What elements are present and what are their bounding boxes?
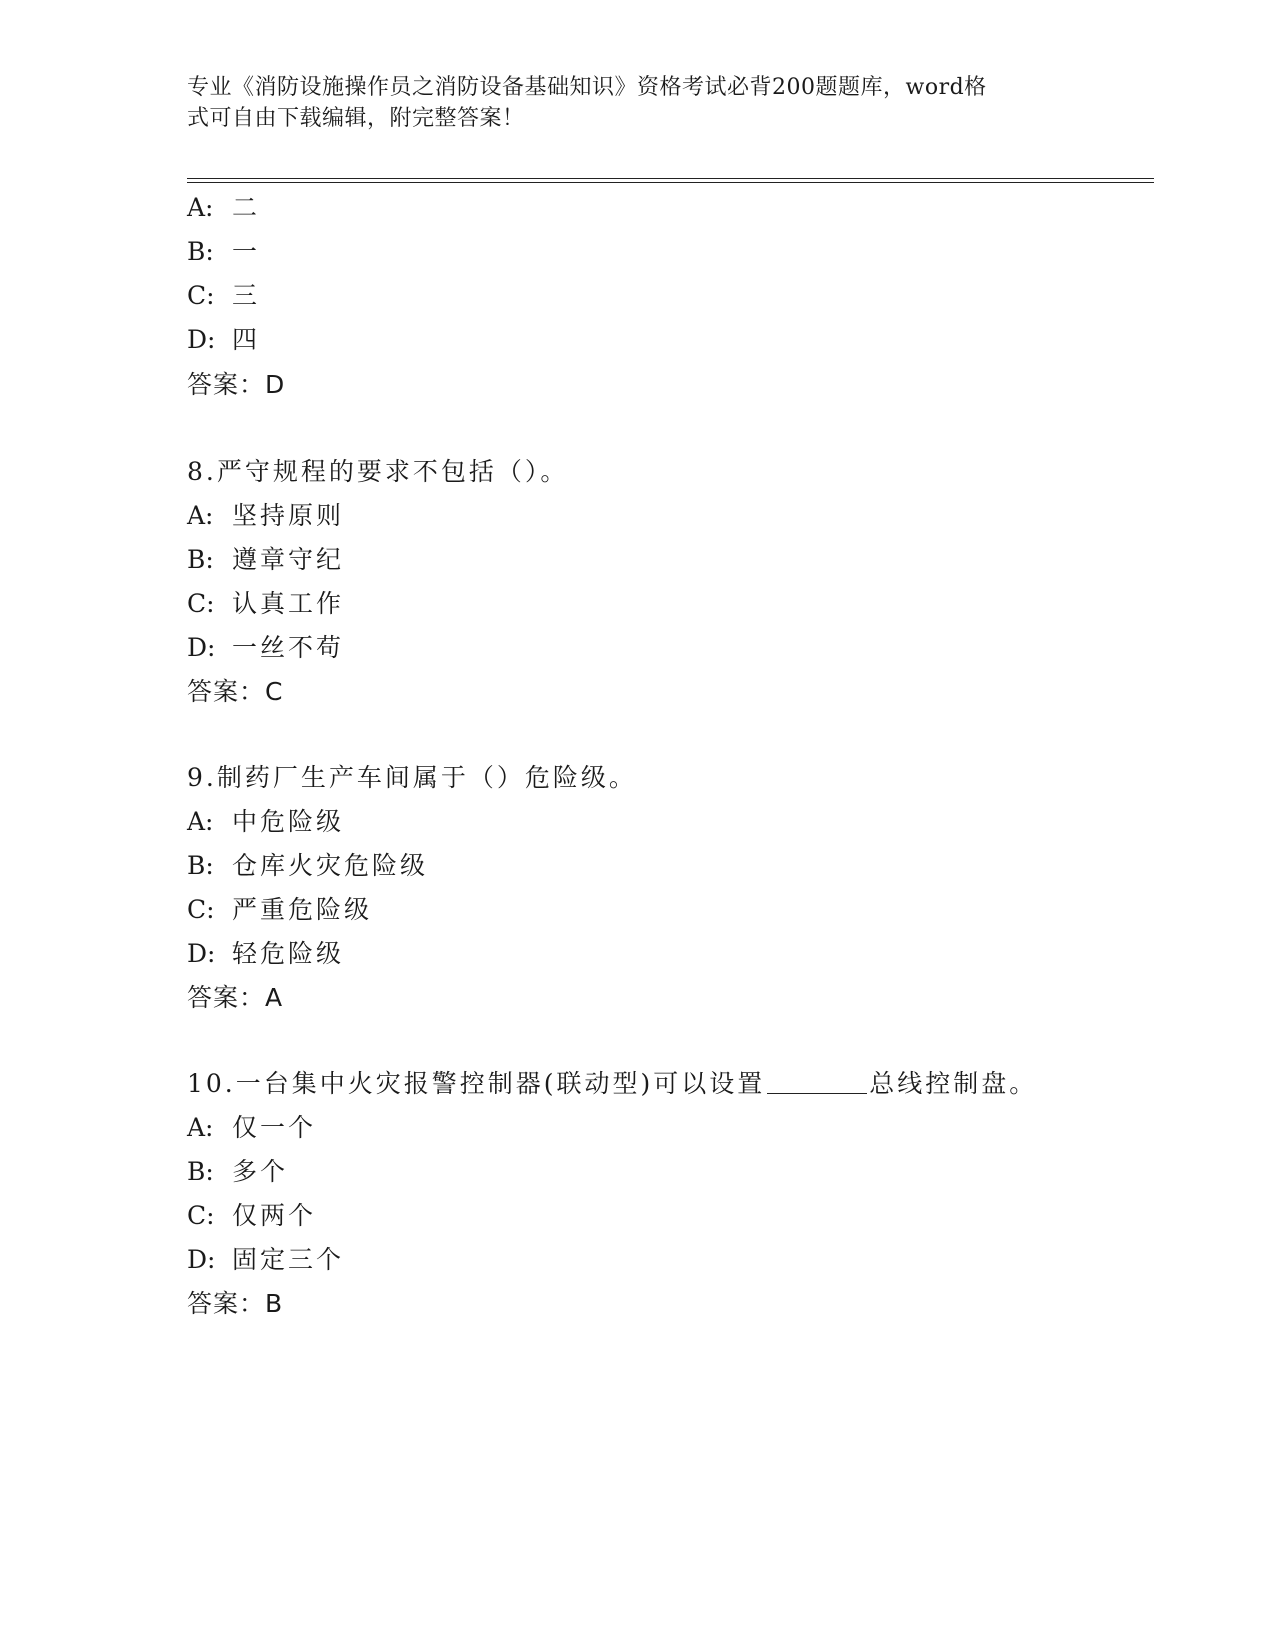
option-label: D: (187, 939, 216, 968)
q9-question: 9.制药厂生产车间属于（）危险级。 (187, 763, 637, 792)
option-label: C: (187, 1201, 215, 1230)
q8-question: 8.严守规程的要求不包括（）。 (187, 457, 569, 486)
q10-answer: 答案：B (187, 1289, 284, 1318)
option-text: 仅一个 (232, 1113, 317, 1142)
option-text: 四 (232, 325, 261, 354)
option-text: 一丝不苟 (232, 633, 345, 662)
option-text: 坚持原则 (232, 501, 345, 530)
q7-option-c (187, 281, 260, 311)
q7-option-a (187, 193, 260, 223)
header-divider-bottom (187, 182, 1154, 183)
q8-option-d (187, 633, 344, 663)
option-label: C: (187, 281, 215, 310)
option-label: B: (187, 237, 214, 266)
q8-answer: 答案：C (187, 677, 284, 706)
option-text: 认真工作 (232, 589, 345, 618)
option-label: B: (187, 851, 214, 880)
q7-option-b (187, 237, 260, 267)
option-text: 多个 (232, 1157, 289, 1186)
q10-option-a (187, 1113, 316, 1143)
q9-option-b (187, 851, 428, 881)
q10-option-d (187, 1245, 344, 1275)
option-label: A: (187, 501, 214, 530)
q10-question-part-1: 10.一台集中火灾报警控制器(联动型)可以设置 (187, 1069, 766, 1098)
q7-answer: 答案：D (187, 370, 286, 399)
option-text: 遵章守纪 (232, 545, 345, 574)
header-line-2: 式可自由下载编辑，附完整答案！ (187, 106, 525, 131)
option-text: 一 (232, 237, 261, 266)
option-text: 中危险级 (232, 807, 345, 836)
option-text: 固定三个 (232, 1245, 345, 1274)
option-label: D: (187, 633, 216, 662)
fill-in-blank (767, 1069, 867, 1094)
option-label: B: (187, 545, 214, 574)
option-text: 仅两个 (232, 1201, 317, 1230)
option-text: 二 (232, 193, 261, 222)
option-label: D: (187, 1245, 216, 1274)
q7-option-d (187, 325, 260, 355)
option-label: C: (187, 589, 215, 618)
q8-option-b (187, 545, 344, 575)
document-header (187, 72, 1077, 134)
q10-option-b (187, 1157, 288, 1187)
option-label: D: (187, 325, 216, 354)
q9-answer: 答案：A (187, 983, 284, 1012)
header-divider-top (187, 178, 1154, 179)
header-line-1: 专业《消防设施操作员之消防设备基础知识》资格考试必背200题题库，word格 (187, 75, 987, 100)
option-text: 严重危险级 (232, 895, 373, 924)
option-label: B: (187, 1157, 214, 1186)
option-label: A: (187, 1113, 214, 1142)
q9-option-c (187, 895, 372, 925)
option-label: A: (187, 807, 214, 836)
option-text: 仓库火灾危险级 (232, 851, 429, 880)
q10-question-part-2: 总线控制盘。 (869, 1069, 1038, 1098)
option-text: 轻危险级 (232, 939, 345, 968)
option-label: C: (187, 895, 215, 924)
option-text: 三 (232, 281, 261, 310)
q10-option-c (187, 1201, 316, 1231)
option-label: A: (187, 193, 214, 222)
q9-option-a (187, 807, 344, 837)
q8-option-a (187, 501, 344, 531)
q9-option-d (187, 939, 344, 969)
q10-question (187, 1069, 1037, 1099)
q8-option-c (187, 589, 344, 619)
